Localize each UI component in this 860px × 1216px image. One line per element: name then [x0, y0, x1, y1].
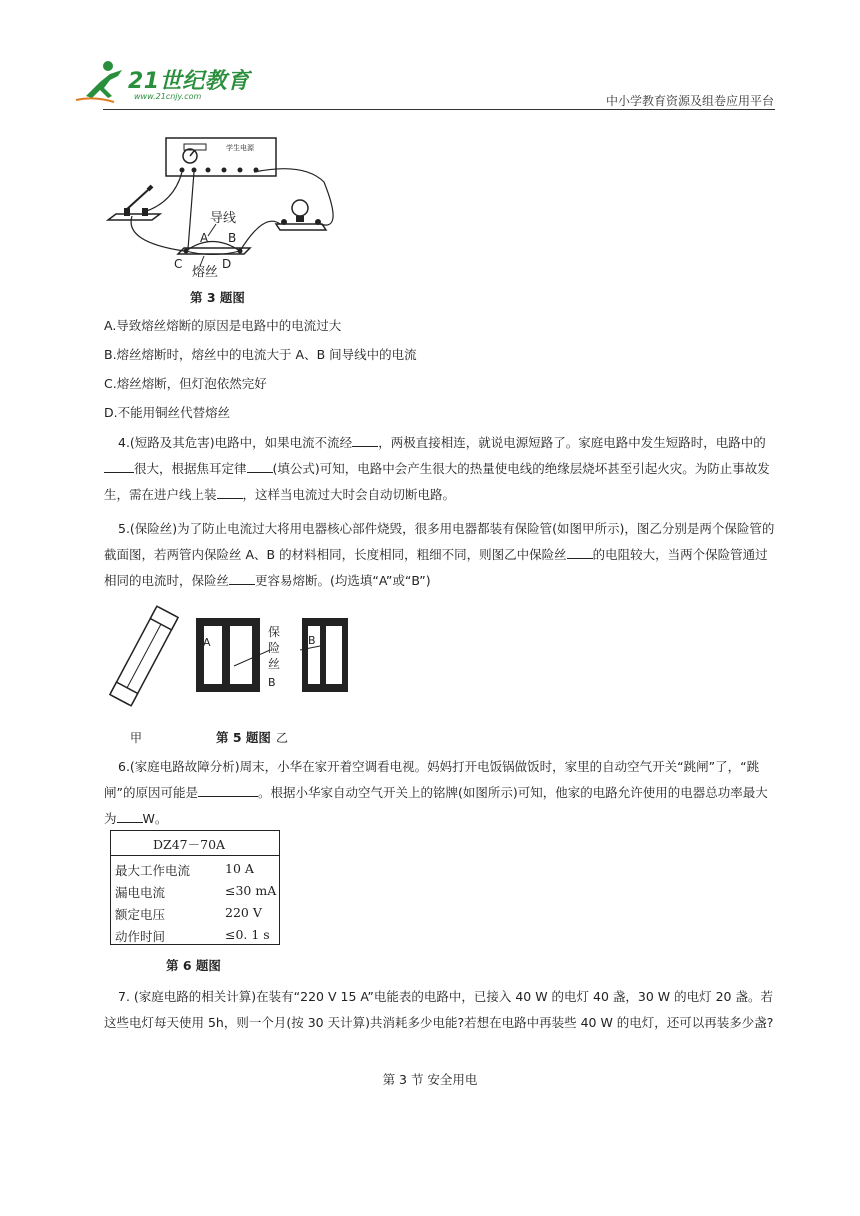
label-yi: 乙 — [276, 731, 289, 745]
q3-option-d: D.不能用铜丝代替熔丝 — [104, 405, 231, 420]
power-supply-label: 学生电源 — [226, 144, 254, 152]
q4-blank-1[interactable] — [352, 432, 378, 447]
figure-3-caption: 第 3 题图 — [190, 290, 245, 305]
q6-blank-1[interactable] — [198, 782, 258, 797]
q6-blank-2[interactable] — [117, 808, 143, 823]
knife-switch — [108, 214, 160, 220]
label-a: A — [200, 231, 209, 245]
question-4: 4.(短路及其危害)电路中，如果电流不流经 ，两极直接相连，就说电源短路了。家庭电路中发生短路时，电路中的很大，根据焦耳定律 (填公式)可知，电路中会产生很大的热量使电线的绝缘层烧坏甚至引起火灾。为防止事故发生，需在进户线上装 ，这样当电流过大时会自动切断电路。 — [104, 430, 779, 508]
q3-option-c: C.熔丝熔断，但灯泡依然完好 — [104, 376, 267, 391]
label-a-box: A — [203, 636, 211, 649]
spec-value-4: ≤0. 1 s — [225, 927, 270, 942]
figure-3-circuit — [104, 132, 344, 307]
label-jia: 甲 — [130, 731, 143, 745]
logo-url: www.21cnjy.com — [134, 92, 202, 101]
question-7: 7. (家庭电路的相关计算)在装有“220 V 15 A”电能表的电路中，已接入 40 W 的电灯 40 盏，30 W 的电灯 20 盏。若这些电灯每天使用 5h，则一个月(按 30 天计算)共消耗多少电能?若想在电路中再装些 40 W 的电灯，还可以再装多少盏? — [104, 989, 774, 1030]
spec-name-1: 最大工作电流 — [115, 863, 191, 878]
q3-option-b: B.熔丝熔断时，熔丝中的电流大于 A、B 间导线中的电流 — [104, 347, 417, 362]
label-b-side: B — [268, 676, 276, 689]
spec-name-3: 额定电压 — [115, 907, 166, 922]
question-5: 5.(保险丝)为了防止电流过大将用电器核心部件烧毁，很多用电器都装有保险管(如图甲所示)，图乙分别是两个保险管的截面图，若两管内保险丝 A、B 的材料相同，长度相同，粗细不同，则图乙中保险丝 的电阻较大，当两个保险管通过相同的电流时，保险丝 更容易熔断。(均选填“A”或“B”) — [104, 521, 775, 588]
q4-blank-2[interactable] — [104, 458, 134, 473]
q3-option-a: A.导致熔丝熔断的原因是电路中的电流过大 — [104, 318, 342, 333]
spec-name-2: 漏电电流 — [115, 885, 166, 900]
q4-blank-3[interactable] — [247, 458, 273, 473]
light-bulb — [292, 200, 308, 216]
fuse-word-1: 保 — [268, 625, 281, 639]
fuse-tube-jia — [110, 606, 178, 706]
breaker-model: DZ47－70A — [153, 837, 226, 852]
platform-name: 中小学教育资源及组卷应用平台 — [605, 94, 774, 108]
logo-title: 21世纪教育 — [128, 69, 250, 94]
figure-5-caption: 第 5 题图 — [216, 730, 271, 745]
site-logo — [74, 56, 254, 108]
breaker-nameplate — [110, 830, 280, 945]
label-b-box: B — [308, 634, 316, 647]
figure-6-caption: 第 6 题图 — [166, 958, 221, 973]
question-6: 6.(家庭电路故障分析)周末，小华在家开着空调看电视。妈妈打开电饭锅做饭时，家里的自动空气开关“跳闸”了，“跳闸”的原因可能是 。根据小华家自动空气开关上的铭牌(如图所示)可知，他家的电路允许使用的电器总功率最大为 W。 — [104, 759, 768, 826]
label-d: D — [222, 257, 232, 271]
wire-label: 导线 — [210, 211, 237, 226]
q5-blank-2[interactable] — [229, 570, 255, 585]
spec-name-4: 动作时间 — [115, 929, 166, 944]
spec-value-3: 220 V — [225, 905, 262, 920]
fuse-label: 熔丝 — [192, 265, 219, 280]
label-c: C — [174, 257, 183, 271]
header-divider — [103, 109, 775, 110]
section-title: 第 3 节 安全用电 — [382, 1072, 478, 1087]
spec-value-2: ≤30 mA — [225, 883, 277, 898]
spec-value-1: 10 A — [225, 861, 254, 876]
label-b: B — [228, 231, 237, 245]
q4-blank-4[interactable] — [217, 484, 243, 499]
figure-5-fuse-tubes — [104, 596, 364, 746]
fuse-word-3: 丝 — [268, 657, 281, 671]
fuse-word-2: 险 — [268, 641, 281, 655]
runner-logo-icon — [74, 56, 134, 106]
q5-blank-1[interactable] — [567, 544, 593, 559]
